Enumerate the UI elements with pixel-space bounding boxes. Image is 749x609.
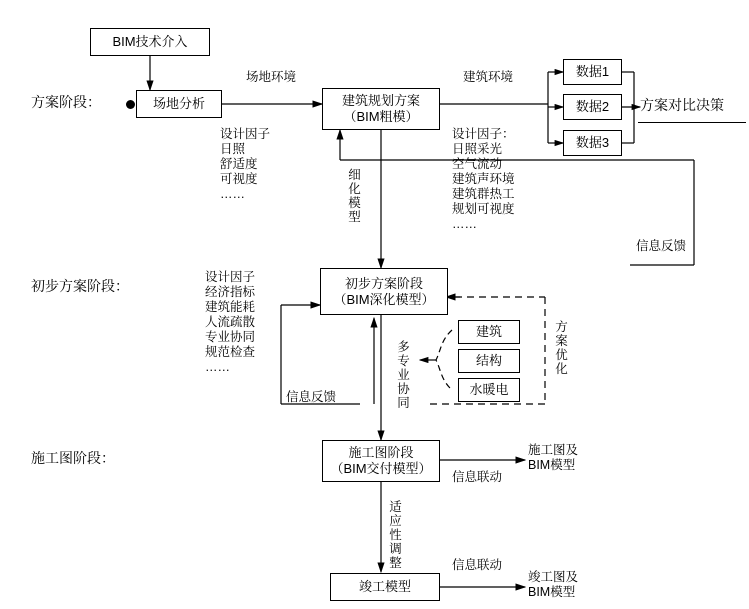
bullet-dot bbox=[126, 100, 135, 109]
text-info-feedback-top: 信息反馈 bbox=[636, 239, 687, 253]
list-building-factors bbox=[452, 127, 515, 232]
box-construction-drawing[interactable] bbox=[322, 440, 440, 482]
box-bim-intro[interactable] bbox=[90, 28, 210, 56]
stage-label-construction: 施工图阶段： bbox=[31, 450, 115, 466]
box-as-built-model[interactable] bbox=[330, 573, 440, 601]
text-site-environment: 场地环境 bbox=[246, 70, 297, 84]
text-building-environment: 建筑环境 bbox=[463, 70, 514, 84]
list-building-factors-item-4: 建筑群热工 bbox=[452, 187, 515, 201]
list-site-factors-item-2: 舒适度 bbox=[220, 157, 258, 171]
list-preliminary-factors-item-0: 设计因子 bbox=[205, 270, 256, 284]
list-building-factors-item-2: 空气流动 bbox=[452, 157, 503, 171]
list-building-factors-item-6: …… bbox=[452, 217, 477, 231]
box-site-analysis-label: 场地分析 bbox=[152, 96, 205, 111]
box-as-built-model-label: 竣工模型 bbox=[358, 579, 411, 594]
box-mep-label: 水暖电 bbox=[469, 382, 509, 397]
box-data-2[interactable] bbox=[563, 94, 622, 120]
list-preliminary-factors-item-6: …… bbox=[205, 360, 230, 374]
box-data-3-label: 数据3 bbox=[575, 135, 610, 150]
box-building-plan-label1: 建筑规划方案 bbox=[341, 93, 420, 108]
stage-label-scheme: 方案阶段： bbox=[31, 94, 101, 110]
box-data-1-label: 数据1 bbox=[575, 64, 610, 79]
list-site-factors-item-4: …… bbox=[220, 187, 245, 201]
text-info-linkage-2: 信息联动 bbox=[452, 558, 503, 572]
list-building-factors-item-3: 建筑声环境 bbox=[452, 172, 515, 186]
list-preliminary-factors-item-3: 人流疏散 bbox=[205, 315, 256, 329]
box-data-1[interactable] bbox=[563, 59, 622, 85]
box-preliminary-scheme-label1: 初步方案阶段 bbox=[344, 275, 423, 291]
box-preliminary-scheme[interactable] bbox=[320, 268, 448, 315]
list-building-factors-item-5: 规划可视度 bbox=[452, 202, 515, 216]
list-site-factors-item-3: 可视度 bbox=[220, 172, 258, 186]
text-adaptive-adjust: 适应性调整 bbox=[389, 500, 402, 570]
box-structure-label: 结构 bbox=[475, 353, 502, 368]
text-scheme-compare-decision: 方案对比决策 bbox=[640, 97, 724, 113]
text-cad-and-bim-2-line1: 竣工图及 bbox=[528, 570, 579, 584]
box-building-plan-label2: （BIM粗模） bbox=[343, 109, 419, 124]
list-site-factors-item-1: 日照 bbox=[220, 142, 246, 156]
box-preliminary-scheme-label2: （BIM深化模型） bbox=[333, 291, 435, 307]
box-construction-drawing-label2: （BIM交付模型） bbox=[330, 461, 432, 476]
box-architecture-label: 建筑 bbox=[475, 324, 502, 339]
box-bim-intro-label: BIM技术介入 bbox=[112, 34, 188, 49]
list-preliminary-factors-item-5: 规范检查 bbox=[205, 345, 256, 359]
list-preliminary-factors-item-2: 建筑能耗 bbox=[205, 300, 256, 314]
list-building-factors-item-0: 设计因子： bbox=[452, 127, 515, 141]
decision-underline bbox=[638, 122, 746, 123]
text-cad-and-bim-1-line2: BIM模型 bbox=[528, 458, 576, 472]
list-building-factors-item-1: 日照采光 bbox=[452, 142, 503, 156]
stage-label-preliminary: 初步方案阶段： bbox=[31, 278, 129, 294]
list-preliminary-factors-item-4: 专业协同 bbox=[205, 330, 256, 344]
text-refine-model: 细化模型 bbox=[348, 168, 361, 224]
list-preliminary-factors bbox=[205, 270, 255, 375]
text-multi-discipline: 多专业协同 bbox=[397, 340, 410, 410]
box-site-analysis[interactable] bbox=[136, 90, 222, 118]
box-construction-drawing-label1: 施工图阶段 bbox=[348, 445, 414, 460]
text-scheme-optimize: 方案优化 bbox=[555, 320, 568, 376]
box-structure[interactable] bbox=[458, 349, 520, 373]
text-cad-and-bim-1 bbox=[528, 443, 578, 473]
text-cad-and-bim-2-line2: BIM模型 bbox=[528, 585, 576, 599]
box-architecture[interactable] bbox=[458, 320, 520, 344]
box-building-plan[interactable] bbox=[322, 88, 440, 130]
box-data-3[interactable] bbox=[563, 130, 622, 156]
list-site-factors bbox=[220, 127, 270, 202]
text-cad-and-bim-2 bbox=[528, 570, 578, 600]
list-preliminary-factors-item-1: 经济指标 bbox=[205, 285, 256, 299]
text-info-feedback-mid: 信息反馈 bbox=[286, 390, 337, 404]
list-site-factors-item-0: 设计因子 bbox=[220, 127, 271, 141]
box-data-2-label: 数据2 bbox=[575, 99, 610, 114]
box-mep[interactable] bbox=[458, 378, 520, 402]
text-cad-and-bim-1-line1: 施工图及 bbox=[528, 443, 579, 457]
text-info-linkage-1: 信息联动 bbox=[452, 470, 503, 484]
